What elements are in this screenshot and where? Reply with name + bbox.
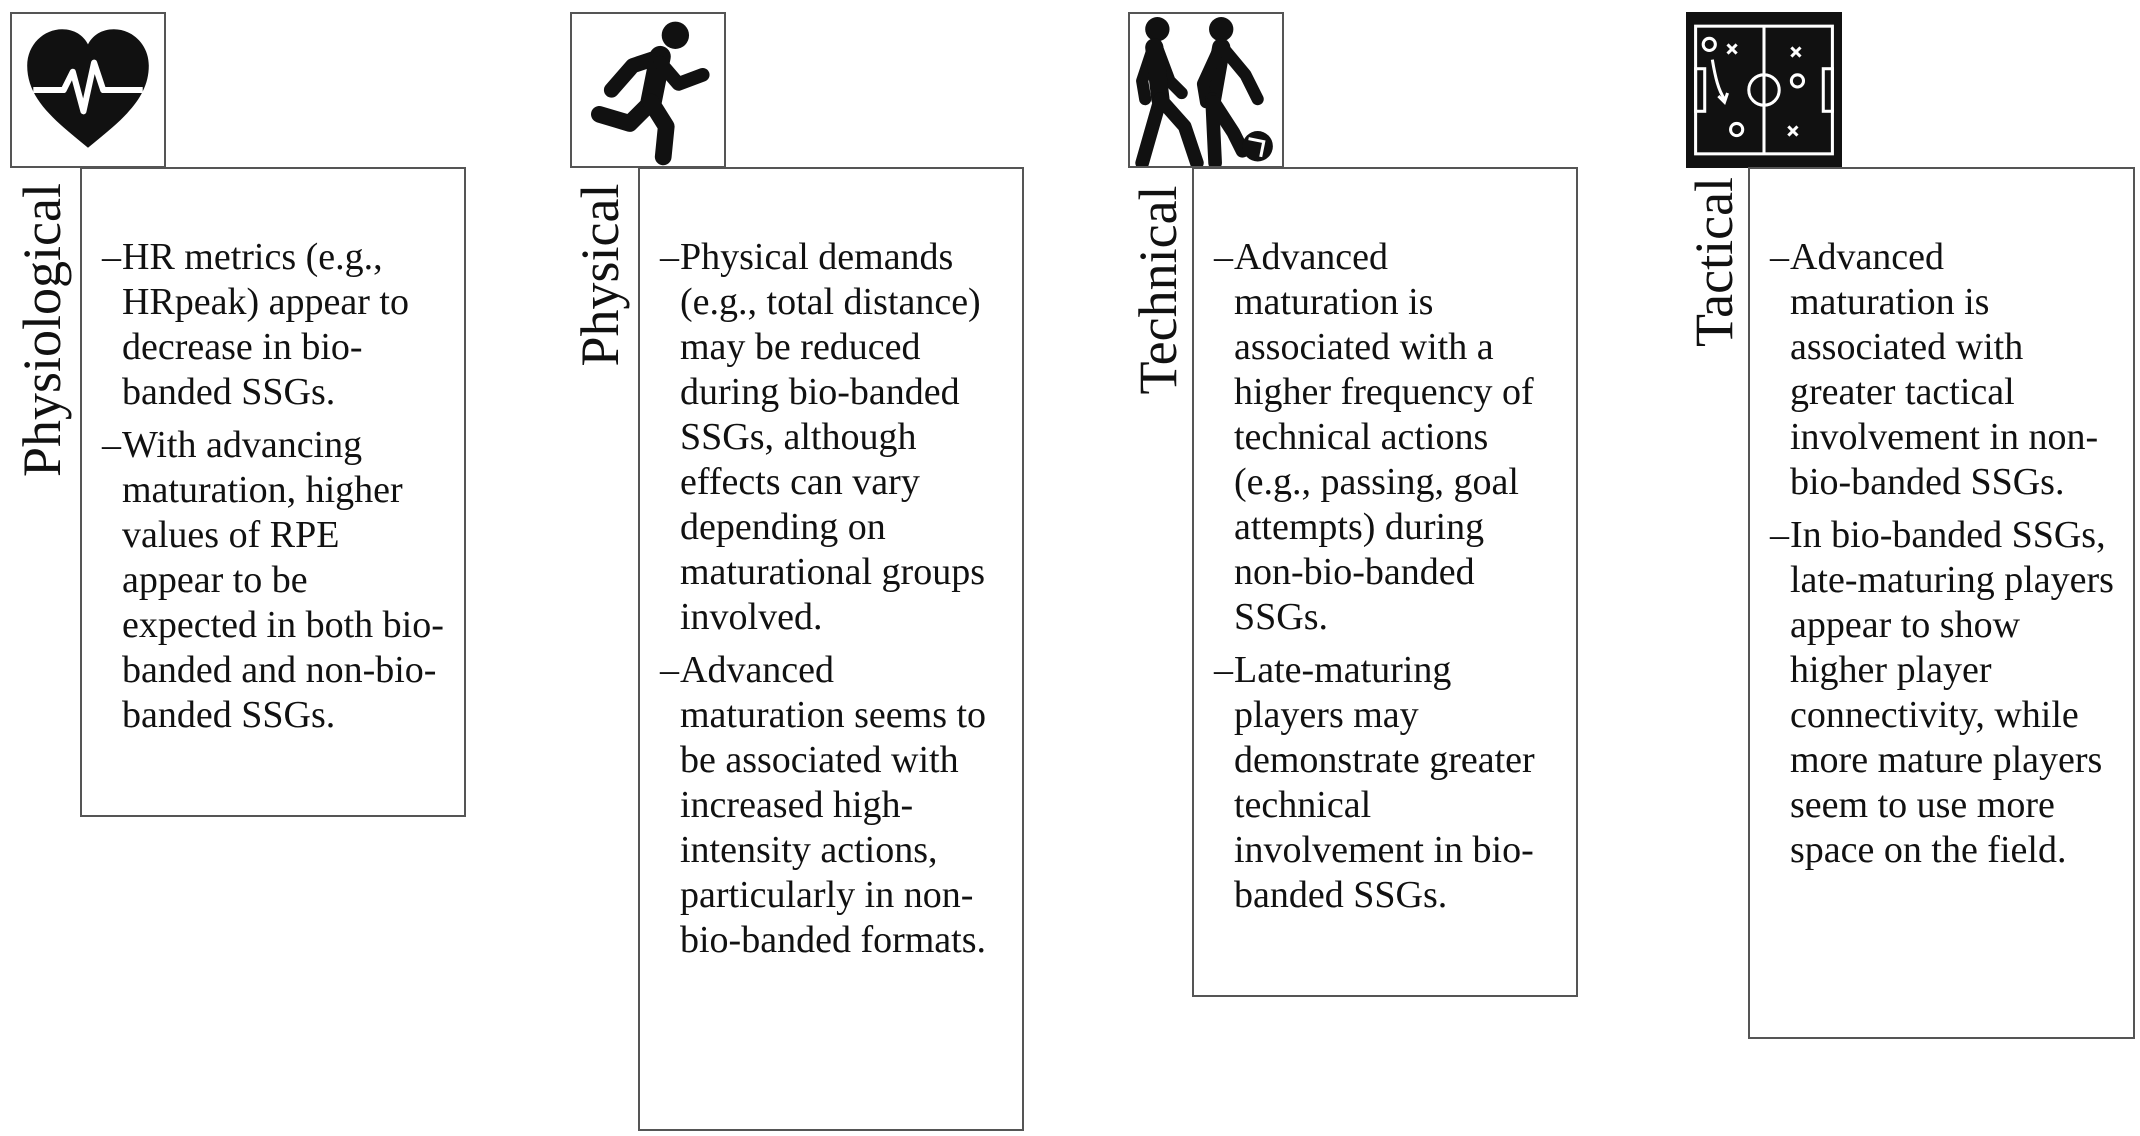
- physical-text-box: [638, 167, 1024, 1131]
- list-item: – Advanced maturation seems to be associated with increased high-intensity actions, particularly in non-bio-banded formats.: [680, 648, 1004, 963]
- tactical-list: [1790, 235, 2115, 873]
- physical-list: [680, 235, 1004, 963]
- technical-list: [1234, 235, 1558, 918]
- technical-text-box: [1192, 167, 1578, 997]
- running-person-icon: [572, 14, 724, 166]
- tactics-board-icon: [1688, 14, 1840, 166]
- physiological-list: [122, 235, 446, 738]
- category-label-physical: Physical: [570, 183, 630, 367]
- tactical-icon-box: [1686, 12, 1842, 168]
- category-label-physiological: Physiological: [12, 183, 72, 477]
- physiological-text-box: [80, 167, 466, 817]
- list-item: – Physical demands (e.g., total distance) may be reduced during bio-banded SSGs, although effects can vary depending on maturational groups involved.: [680, 235, 1004, 640]
- list-item: – Advanced maturation is associated with greater tactical involvement in non-bio-banded SSGs.: [1790, 235, 2115, 505]
- list-item: – Advanced maturation is associated with a higher frequency of technical actions (e.g., passing, goal attempts) during non-bio-banded SSGs.: [1234, 235, 1558, 640]
- technical-icon-box: [1128, 12, 1284, 168]
- list-item: – With advancing maturation, higher values of RPE appear to be expected in both bio-banded and non-bio-banded SSGs.: [122, 423, 446, 738]
- tactical-text-box: [1748, 167, 2135, 1039]
- physical-icon-box: [570, 12, 726, 168]
- physiological-icon-box: [10, 12, 166, 168]
- list-item: – HR metrics (e.g., HRpeak) appear to decrease in bio-banded SSGs.: [122, 235, 446, 415]
- list-item: – Late-maturing players may demonstrate greater technical involvement in bio-banded SSGs.: [1234, 648, 1558, 918]
- football-players-icon: [1130, 14, 1282, 166]
- category-label-technical: Technical: [1128, 185, 1188, 395]
- list-item: – In bio-banded SSGs, late-maturing players appear to show higher player connectivity, while more mature players seem to use more space on the field.: [1790, 513, 2115, 873]
- heartbeat-icon: [12, 14, 164, 166]
- category-label-tactical: Tactical: [1684, 176, 1744, 348]
